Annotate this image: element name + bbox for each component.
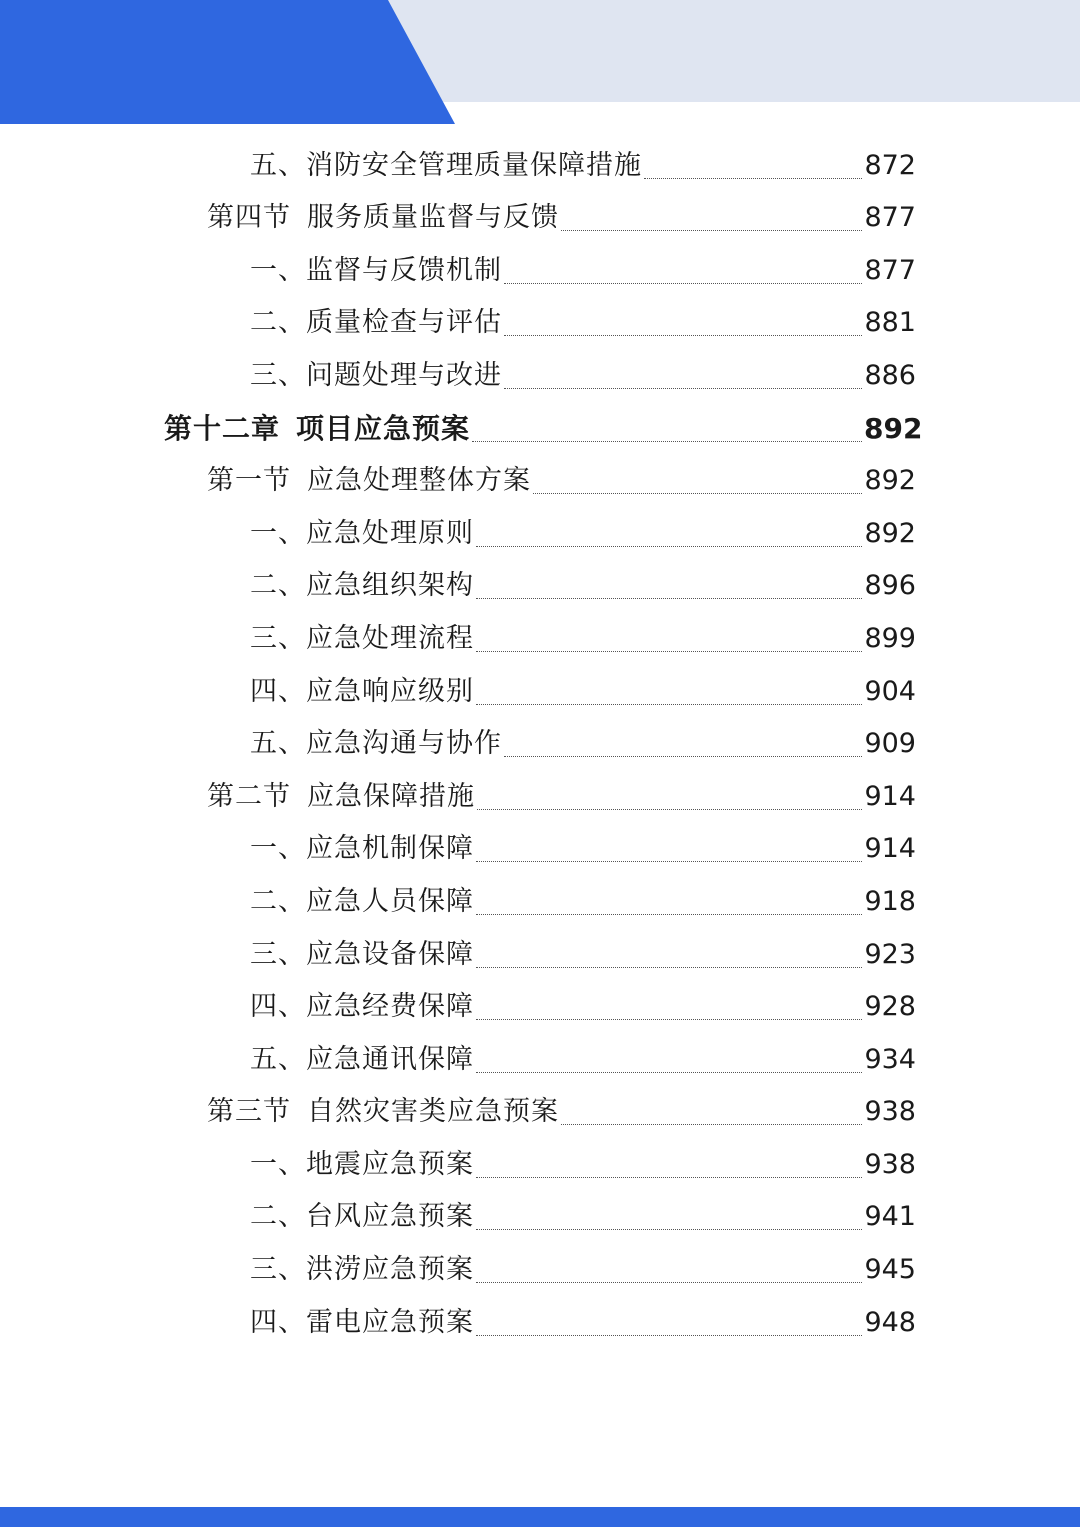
toc-entry-item[interactable] (0, 610, 1080, 663)
toc-dot-leader (476, 546, 862, 547)
toc-entry-label: 项目应急预案 (296, 411, 471, 445)
toc-entry-label: 应急机制保障 (306, 833, 474, 865)
toc-entry-item[interactable] (0, 242, 1080, 295)
toc-entry-item[interactable] (0, 716, 1080, 769)
toc-dot-leader (476, 1335, 862, 1336)
toc-entry-label: 监督与反馈机制 (306, 254, 502, 286)
toc-entry-prefix: 第二节 (207, 780, 291, 812)
toc-page-number: 872 (864, 149, 916, 181)
toc-page-number: 923 (864, 938, 916, 970)
table-of-contents (0, 137, 1080, 1347)
toc-entry-title (207, 777, 475, 821)
toc-dot-leader (476, 914, 862, 915)
toc-entry-label: 应急设备保障 (306, 938, 474, 970)
toc-entry-title (250, 882, 474, 926)
toc-entry-prefix: 一、 (250, 254, 306, 286)
toc-page-number: 909 (864, 728, 916, 760)
toc-entry-item[interactable] (0, 873, 1080, 926)
toc-entry-title (250, 514, 474, 558)
toc-entry-prefix: 四、 (250, 675, 306, 707)
toc-dot-leader (476, 967, 862, 968)
toc-dot-leader (504, 283, 862, 284)
toc-page-number: 877 (864, 254, 916, 286)
toc-entry-title (207, 1092, 559, 1136)
toc-entry-prefix: 三、 (250, 622, 306, 654)
toc-entry-title (250, 303, 502, 347)
toc-dot-leader (476, 1019, 862, 1020)
toc-entry-title (250, 1303, 474, 1347)
toc-entry-section[interactable] (0, 768, 1080, 821)
toc-dot-leader (476, 1072, 862, 1073)
toc-entry-label: 问题处理与改进 (306, 359, 502, 391)
toc-dot-leader (476, 1177, 862, 1178)
toc-entry-label: 应急响应级别 (306, 675, 474, 707)
toc-entry-label: 消防安全管理质量保障措施 (306, 149, 642, 181)
toc-page-number: 896 (864, 570, 916, 602)
toc-entry-prefix: 第四节 (207, 202, 291, 234)
toc-dot-leader (504, 388, 862, 389)
toc-dot-leader (476, 861, 862, 862)
toc-dot-leader (476, 1229, 862, 1230)
toc-entry-title (250, 566, 474, 610)
toc-entry-prefix: 二、 (250, 1201, 306, 1233)
toc-page-number: 934 (864, 1043, 916, 1075)
toc-entry-title (250, 1145, 474, 1189)
toc-dot-leader (476, 704, 862, 705)
toc-entry-prefix: 二、 (250, 885, 306, 917)
toc-dot-leader (476, 1282, 862, 1283)
toc-entry-prefix: 一、 (250, 517, 306, 549)
toc-entry-prefix: 三、 (250, 359, 306, 391)
toc-entry-prefix: 二、 (250, 307, 306, 339)
toc-page-number: 892 (864, 517, 916, 549)
toc-entry-section[interactable] (0, 190, 1080, 243)
toc-dot-leader (476, 651, 862, 652)
toc-entry-prefix: 四、 (250, 1306, 306, 1338)
toc-entry-title (250, 146, 642, 190)
toc-entry-chapter[interactable] (0, 400, 1080, 453)
toc-entry-prefix: 第三节 (207, 1096, 291, 1128)
toc-entry-prefix: 二、 (250, 570, 306, 602)
toc-entry-item[interactable] (0, 979, 1080, 1032)
toc-entry-title (207, 461, 531, 505)
toc-dot-leader (476, 598, 862, 599)
toc-entry-label: 地震应急预案 (306, 1148, 474, 1180)
toc-entry-item[interactable] (0, 1189, 1080, 1242)
toc-entry-label: 台风应急预案 (306, 1201, 474, 1233)
toc-page-number: 904 (864, 675, 916, 707)
toc-dot-leader (561, 230, 862, 231)
footer-bar (0, 1507, 1080, 1527)
toc-entry-label: 应急保障措施 (307, 780, 475, 812)
toc-entry-prefix: 三、 (250, 1254, 306, 1286)
toc-entry-item[interactable] (0, 1241, 1080, 1294)
toc-page-number: 892 (864, 465, 916, 497)
toc-entry-prefix: 五、 (250, 1043, 306, 1075)
toc-entry-prefix: 一、 (250, 1148, 306, 1180)
toc-entry-item[interactable] (0, 926, 1080, 979)
toc-entry-prefix: 三、 (250, 938, 306, 970)
toc-page-number: 918 (864, 885, 916, 917)
toc-dot-leader (504, 756, 862, 757)
toc-entry-label: 应急人员保障 (306, 885, 474, 917)
toc-entry-prefix: 第一节 (207, 465, 291, 497)
toc-entry-label: 应急沟通与协作 (306, 728, 502, 760)
toc-entry-label: 应急处理整体方案 (307, 465, 531, 497)
toc-entry-item[interactable] (0, 1294, 1080, 1347)
toc-page-number: 881 (864, 307, 916, 339)
toc-page-number: 928 (864, 991, 916, 1023)
toc-dot-leader (504, 335, 862, 336)
toc-entry-prefix: 四、 (250, 991, 306, 1023)
toc-page-number: 877 (864, 202, 916, 234)
toc-entry-title (207, 198, 559, 242)
toc-entry-title (250, 356, 502, 400)
toc-entry-prefix: 五、 (250, 728, 306, 760)
toc-entry-item[interactable] (0, 1031, 1080, 1084)
toc-dot-leader (561, 1124, 862, 1125)
toc-entry-prefix: 一、 (250, 833, 306, 865)
toc-dot-leader (533, 493, 862, 494)
toc-entry-label: 雷电应急预案 (306, 1306, 474, 1338)
toc-page-number: 892 (864, 411, 923, 445)
toc-entry-label: 洪涝应急预案 (306, 1254, 474, 1286)
toc-entry-title (250, 1040, 474, 1084)
toc-dot-leader (644, 178, 862, 179)
toc-entry-item[interactable] (0, 347, 1080, 400)
header-accent-shape (0, 0, 455, 124)
toc-page-number: 914 (864, 780, 916, 812)
toc-entry-item[interactable] (0, 1136, 1080, 1189)
toc-entry-title (250, 251, 502, 295)
toc-entry-label: 服务质量监督与反馈 (307, 202, 559, 234)
toc-entry-item[interactable] (0, 821, 1080, 874)
toc-entry-label: 应急处理流程 (306, 622, 474, 654)
toc-entry-item[interactable] (0, 137, 1080, 190)
toc-entry-label: 应急组织架构 (306, 570, 474, 602)
toc-entry-item[interactable] (0, 663, 1080, 716)
toc-entry-label: 应急处理原则 (306, 517, 474, 549)
toc-entry-label: 质量检查与评估 (306, 307, 502, 339)
toc-page-number: 899 (864, 622, 916, 654)
toc-page-number: 886 (864, 359, 916, 391)
toc-entry-item[interactable] (0, 505, 1080, 558)
toc-entry-title (250, 987, 474, 1031)
toc-entry-label: 应急经费保障 (306, 991, 474, 1023)
toc-page-number: 938 (864, 1096, 916, 1128)
toc-entry-title (250, 935, 474, 979)
toc-page-number: 945 (864, 1254, 916, 1286)
toc-dot-leader (472, 441, 862, 442)
toc-dot-leader (477, 809, 862, 810)
toc-page-number: 948 (864, 1306, 916, 1338)
toc-entry-title (164, 409, 470, 453)
toc-entry-item[interactable] (0, 558, 1080, 611)
toc-page-number: 941 (864, 1201, 916, 1233)
toc-entry-prefix: 第十二章 (164, 411, 281, 445)
toc-entry-prefix: 五、 (250, 149, 306, 181)
toc-entry-item[interactable] (0, 295, 1080, 348)
toc-page-number: 938 (864, 1148, 916, 1180)
toc-entry-title (250, 724, 502, 768)
toc-entry-title (250, 1250, 474, 1294)
toc-entry-title (250, 672, 474, 716)
toc-entry-title (250, 1197, 474, 1241)
toc-entry-title (250, 619, 474, 663)
toc-entry-label: 自然灾害类应急预案 (307, 1096, 559, 1128)
toc-entry-label: 应急通讯保障 (306, 1043, 474, 1075)
toc-page-number: 914 (864, 833, 916, 865)
toc-entry-section[interactable] (0, 453, 1080, 506)
toc-entry-section[interactable] (0, 1084, 1080, 1137)
toc-entry-title (250, 829, 474, 873)
